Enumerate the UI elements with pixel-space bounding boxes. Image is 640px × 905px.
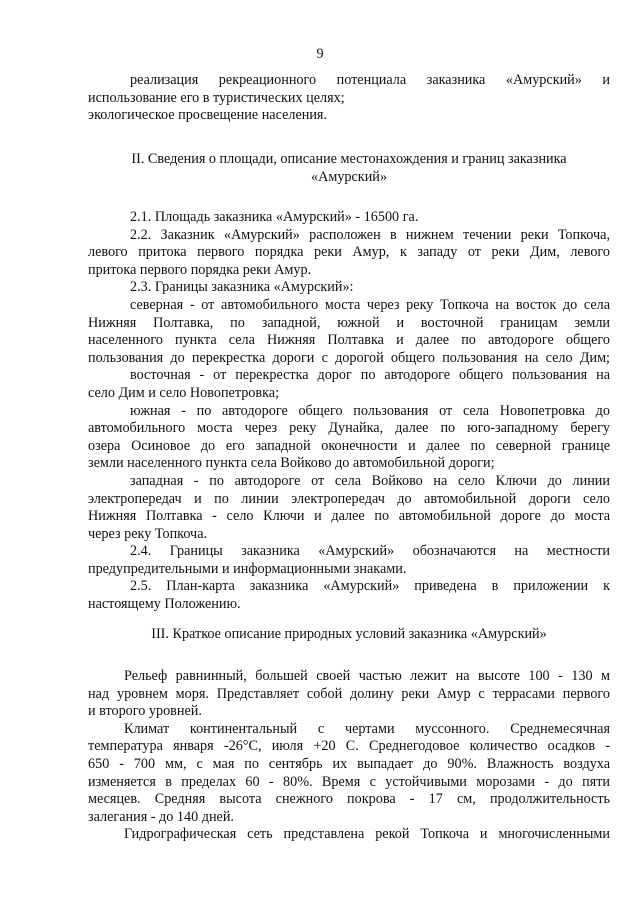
text-line: температура января -26°С, июля +20 С. Среднегодовое количество осадков - xyxy=(88,738,610,755)
text-line: 650 - 700 мм, с мая по сентябрь их выпадает до 90%. Влажность воздуха xyxy=(88,755,610,772)
text-line: 2.5. План-карта заказника «Амурский» приведена в приложении к xyxy=(130,578,610,595)
paragraph-2-3: 2.3. Границы заказника «Амурский»: xyxy=(130,279,354,296)
text-line: месяцев. Средняя высота снежного покрова - 17 см, продолжительность xyxy=(88,791,610,808)
text-line: земли населенного пункта села Войково до автомобильной дороги; xyxy=(88,455,495,472)
text-line: использование его в туристических целях; xyxy=(88,89,345,106)
paragraph-2-1: 2.1. Площадь заказника «Амурский» - 16500 га. xyxy=(130,209,419,225)
text-line: экологическое просвещение населения. xyxy=(88,107,328,124)
text-line: 2.4. Границы заказника «Амурский» обозначаются на местности xyxy=(130,543,610,560)
text-line: изменяется в пределах 60 - 80%. Время с устойчивыми морозами - до пяти xyxy=(88,773,610,790)
text-line: левого притока первого порядка реки Амур, к западу от реки Дим, левого xyxy=(88,244,610,261)
text-line: предупредительными и информационными знаками. xyxy=(88,560,407,577)
section-2-heading xyxy=(88,151,610,186)
text-line: озера Осиновое до его западной оконечности и далее по северной границе xyxy=(88,437,610,454)
text-line: притока первого порядка реки Амур. xyxy=(88,261,312,278)
text-line: Климат континентальный с чертами муссонного. Среднемесячная xyxy=(124,720,610,737)
text-line: 2.2. Заказник «Амурский» расположен в нижнем течении реки Топкоча, xyxy=(130,226,610,243)
text-line: село Дим и село Новопетровка; xyxy=(88,384,280,401)
section-3-heading xyxy=(88,626,610,644)
text-line: южная - по автодороге общего пользования от села Новопетровка до xyxy=(130,402,610,419)
heading-line: II. Сведения о площади, описание местонахождения и границ заказника xyxy=(131,151,567,167)
text-line: Рельеф равнинный, большей своей частью лежит на высоте 100 - 130 м xyxy=(124,668,610,684)
text-line: западная - по автодороге от села Войково на село Ключи до линии xyxy=(130,472,610,489)
text-line: через реку Топкоча. xyxy=(88,525,208,542)
text-line: северная - от автомобильного моста через реку Топкоча на восток до села xyxy=(130,296,610,313)
heading-line: «Амурский» xyxy=(311,168,387,185)
text-line: залегания - до 140 дней. xyxy=(88,808,234,825)
text-line: над уровнем моря. Представляет собой долину реки Амур с террасами первого xyxy=(88,685,610,702)
text-line: восточная - от перекрестка дорог по автодороге общего пользования на xyxy=(130,367,610,384)
text-line: Гидрографическая сеть представлена рекой Топкоча и многочисленными xyxy=(124,826,610,843)
text-line: и второго уровней. xyxy=(88,703,202,720)
section-3-body xyxy=(88,668,610,844)
text-line: автомобильного моста через реку Дунайка, далее по юго-западному берегу xyxy=(88,420,610,437)
heading-line: III. Краткое описание природных условий заказника «Амурский» xyxy=(151,626,547,642)
text-line: Нижняя Полтавка - село Ключи и далее по автомобильной дороге до моста xyxy=(88,508,610,525)
text-line: настоящему Положению. xyxy=(88,596,241,613)
text-line: Нижняя Полтавка, по западной, южной и восточной границам земли xyxy=(88,314,610,331)
text-line: населенного пункта села Нижняя Полтавка и далее по автодороге общего xyxy=(88,332,610,349)
intro-block xyxy=(88,72,610,125)
section-2-body xyxy=(88,209,610,614)
text-line: электропередач и по линии электропередач до автомобильной дороги село xyxy=(88,490,610,507)
text-line: реализация рекреационного потенциала заказника «Амурский» и xyxy=(130,72,610,88)
text-line: пользования до перекрестка дороги с дорогой общего пользования на село Дим; xyxy=(88,349,610,366)
page-number: 9 xyxy=(316,46,324,62)
